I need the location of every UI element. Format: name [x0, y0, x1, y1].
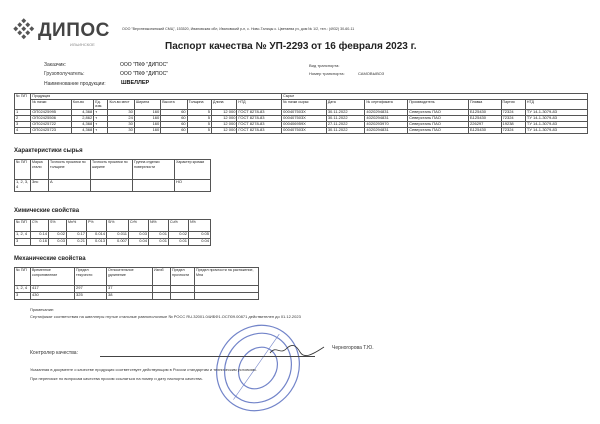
table-cell	[195, 286, 259, 293]
table-cell: 4020294831	[365, 127, 408, 133]
table-cell: 4020294831	[365, 109, 408, 115]
table-cell: 2	[15, 115, 31, 121]
col-group-product: Продукция	[31, 94, 282, 100]
col-header: Марка стали	[31, 160, 49, 180]
table-cell: Северсталь ПАО	[408, 109, 469, 115]
consignee-label: Грузополучатель:	[44, 71, 85, 77]
table-cell: т	[94, 109, 108, 115]
table-cell: 4020294831	[365, 115, 408, 121]
col-header: Изгиб	[153, 268, 171, 286]
table-cell: ТУ 14-1-3079-83	[525, 109, 587, 115]
page-title: Паспорт качества № УП-2293 от 16 февраля 2023 г.	[165, 41, 417, 52]
table-cell: 27.11.2022	[326, 121, 365, 127]
table-cell: ОП02425722	[31, 121, 72, 127]
table-cell: 1, 2, 4	[15, 232, 31, 239]
table-cell: 60	[161, 115, 187, 121]
logo-sub: ИЛЬИНСКОЕ	[70, 42, 95, 47]
col-header: Предел прочности на растяжение, Мпа	[195, 268, 259, 286]
col-header: S%	[49, 220, 67, 232]
chem-table	[14, 219, 211, 246]
table-cell: 0.21	[67, 239, 87, 246]
table-cell: 72324	[501, 115, 525, 121]
table-cell: 3	[15, 121, 31, 127]
table-cell: 5	[187, 121, 211, 127]
table-cell: 12 000	[212, 109, 237, 115]
col-header: Cr%	[129, 220, 149, 232]
table-cell: 3	[15, 239, 31, 246]
table-cell: 0.16	[31, 239, 49, 246]
logo-name: ДИПОС	[38, 20, 110, 41]
table-cell: 5	[187, 109, 211, 115]
note-text: Сертификат соответствия на швеллеры гнутые стальные равнополочные № РОСС RU.32001.04ИБФ1.ОСП09.00871 действителен до 01.12.2023	[30, 314, 301, 319]
table-cell: Северсталь ПАО	[408, 127, 469, 133]
organization-info: ООО "Верхнеяжзнинский СМЦ", 153520, Ивановская обл, Ивановский р-н, с. Ново-Талицы с. Цветаева уч, дом № 1/2, тел.: (4932) 30-60-11	[122, 27, 355, 31]
transport-no-value: САМОВЫВОЗ	[358, 71, 385, 76]
table-cell: 417	[31, 286, 75, 293]
col-header: № П/П	[15, 160, 31, 180]
table-cell	[133, 180, 175, 192]
main-table	[14, 93, 588, 134]
table-cell: 430	[31, 293, 75, 300]
table-cell: 325	[75, 293, 107, 300]
transport-type-label: Вид транспорта:	[309, 63, 340, 68]
table-cell: 30.11.2022	[326, 115, 365, 121]
signature-icon	[268, 343, 328, 357]
table-cell: Б125430	[469, 127, 502, 133]
col-header: НТД	[525, 99, 587, 109]
table-cell: 000406959X	[282, 121, 327, 127]
col-header: Производитель	[408, 99, 469, 109]
col-header: C%	[31, 220, 49, 232]
note-label: Примечание:	[30, 307, 55, 312]
table-cell: ТУ 14-1-3079-83	[525, 115, 587, 121]
table-cell: 160	[134, 127, 160, 133]
table-cell: 0.014	[87, 232, 107, 239]
col-header: Ni%	[149, 220, 169, 232]
col-header: Предел прочности	[171, 268, 195, 286]
mech-table	[14, 267, 259, 300]
table-cell: 0.011	[107, 232, 129, 239]
col-header: № пачки	[31, 99, 72, 109]
table-cell: 297	[75, 286, 107, 293]
table-cell: 4,368	[71, 121, 93, 127]
col-header: Mn%	[67, 220, 87, 232]
table-cell: 0.03	[129, 232, 149, 239]
col-header: Ед. изм.	[94, 99, 108, 109]
table-cell: 0.14	[31, 232, 49, 239]
col-header: № сертификата	[365, 99, 408, 109]
col-header: Cu%	[169, 220, 189, 232]
table-cell: 1	[15, 109, 31, 115]
col-header: P%	[87, 220, 107, 232]
col-header: Толщина	[187, 99, 211, 109]
table-cell: 0.02	[49, 232, 67, 239]
table-cell: 30	[108, 121, 134, 127]
table-cell: 3пс	[31, 180, 49, 192]
control-label: Контролер качества:	[30, 350, 78, 356]
table-cell: Северсталь ПАО	[408, 121, 469, 127]
table-cell: 0.01	[149, 239, 169, 246]
table-cell: 0.17	[67, 232, 87, 239]
product-label: Наименование продукции:	[44, 81, 106, 87]
col-header: Группа отделки поверхности	[133, 160, 175, 180]
table-cell: 38	[107, 293, 153, 300]
table-cell: 72324	[501, 127, 525, 133]
table-cell: 60	[161, 109, 187, 115]
table-cell: 72324	[501, 109, 525, 115]
table-cell: 60	[161, 121, 187, 127]
footer-line-2: При переписке по вопросам качества просим ссылаться на номер и дату паспорта качества.	[30, 376, 203, 381]
table-cell: ГОСТ 8278-83	[237, 115, 282, 121]
footer-line-1: Указанная в документе о качестве продукция соответствует действующим в России стандартам и техническим условиям.	[30, 367, 257, 372]
table-cell: Б125430	[469, 109, 502, 115]
table-cell: 0.01	[149, 232, 169, 239]
table-cell: 0.04	[129, 239, 149, 246]
table-cell: т	[94, 127, 108, 133]
product-value: ШВЕЛЛЕР	[121, 80, 150, 86]
table-cell: 160	[134, 121, 160, 127]
table-cell: 1, 2, 3, 4	[15, 180, 31, 192]
table-cell: 4,368	[71, 127, 93, 133]
table-cell: 160	[134, 115, 160, 121]
col-header: Кол-во	[71, 99, 93, 109]
col-header: № П/П	[15, 220, 31, 232]
table-cell: ГОСТ 8278-83	[237, 109, 282, 115]
table-cell: ОП02425723	[31, 127, 72, 133]
table-cell: 19238	[501, 121, 525, 127]
table-cell	[153, 286, 171, 293]
col-header: Временное сопротивление	[31, 268, 75, 286]
col-header: Относительное удлинение	[107, 268, 153, 286]
table-cell: 0.03	[49, 239, 67, 246]
col-header-no: № П/П	[15, 94, 31, 110]
table-cell: 160	[134, 109, 160, 115]
mech-title: Механические свойства	[14, 256, 86, 262]
col-header: Плавка	[469, 99, 502, 109]
table-cell: 30	[108, 109, 134, 115]
col-header: Характер кромки	[175, 160, 211, 180]
table-cell	[171, 293, 195, 300]
table-cell: ОП02425995	[31, 109, 72, 115]
table-cell: 226297	[469, 121, 502, 127]
table-cell: 0.013	[87, 239, 107, 246]
table-cell: ГОСТ 8278-83	[237, 121, 282, 127]
col-header: Партия	[501, 99, 525, 109]
table-cell: 60	[161, 127, 187, 133]
table-cell: ОП02425506	[31, 115, 72, 121]
logo	[12, 16, 112, 56]
col-header: № пачки сырья	[282, 99, 327, 109]
col-header: Предел текучести	[75, 268, 107, 286]
table-cell	[153, 293, 171, 300]
customer-value: ООО "ПКФ "ДИПОС"	[120, 62, 168, 68]
table-cell: 30	[108, 127, 134, 133]
col-header: Дата	[326, 99, 365, 109]
table-cell: 12 000	[212, 127, 237, 133]
table-cell: ТУ 14-1-3079-83	[525, 121, 587, 127]
col-group-raw: Сырье	[282, 94, 588, 100]
table-cell: 5	[187, 127, 211, 133]
table-cell: 000407503X	[282, 127, 327, 133]
col-header: Длина	[212, 99, 237, 109]
table-cell: 1, 2, 4	[15, 286, 31, 293]
col-header: НТД	[237, 99, 282, 109]
table-cell: 3	[15, 293, 31, 300]
table-cell: Северсталь ПАО	[408, 115, 469, 121]
table-cell: 24	[108, 115, 134, 121]
consignee-value: ООО "ПКФ "ДИПОС"	[120, 71, 168, 77]
table-row	[15, 127, 588, 133]
table-cell: НО	[175, 180, 211, 192]
table-cell: А	[49, 180, 91, 192]
table-row	[15, 239, 211, 246]
table-cell: 30.11.2022	[326, 109, 365, 115]
transport-no-label: Номер транспорта:	[309, 71, 345, 76]
table-cell: т	[94, 115, 108, 121]
col-header: Ширина	[134, 99, 160, 109]
col-header: № П/П	[15, 268, 31, 286]
table-cell: 30.11.2022	[326, 127, 365, 133]
table-cell: 5	[187, 115, 211, 121]
col-header: Точность прокатки по ширине	[91, 160, 133, 180]
table-cell: ГОСТ 8278-83	[237, 127, 282, 133]
raw-chars-title: Характеристики сырья	[14, 148, 83, 154]
table-cell: 4,368	[71, 109, 93, 115]
control-name: Черногорова Т.Ю.	[332, 345, 374, 351]
col-header: N%	[189, 220, 211, 232]
raw-chars-table	[14, 159, 211, 192]
table-cell: 000407503X	[282, 115, 327, 121]
table-cell	[195, 293, 259, 300]
col-header: Точность прокатки по толщине	[49, 160, 91, 180]
logo-diamond-icon	[12, 18, 36, 42]
table-row	[15, 232, 211, 239]
table-cell: 0.05	[189, 232, 211, 239]
table-cell: 37	[107, 286, 153, 293]
table-cell: 4020293970	[365, 121, 408, 127]
table-cell: Б125430	[469, 115, 502, 121]
table-row	[15, 293, 259, 300]
table-cell: 0.02	[169, 232, 189, 239]
table-cell: 0.01	[169, 239, 189, 246]
table-cell	[91, 180, 133, 192]
table-cell: 000407503X	[282, 109, 327, 115]
table-cell: 2,862	[71, 115, 93, 121]
table-row	[15, 286, 259, 293]
table-cell: 12 000	[212, 121, 237, 127]
col-header: Кол-во мест	[108, 99, 134, 109]
table-cell: 12 000	[212, 115, 237, 121]
table-cell: 0.007	[107, 239, 129, 246]
table-cell	[171, 286, 195, 293]
table-cell: т	[94, 121, 108, 127]
col-header: Si%	[107, 220, 129, 232]
table-cell: ТУ 14-1-3079-83	[525, 127, 587, 133]
table-cell: 0.04	[189, 239, 211, 246]
customer-label: Заказчик:	[44, 62, 66, 68]
chem-title: Химические свойства	[14, 208, 80, 214]
table-cell: 4	[15, 127, 31, 133]
col-header: Высота	[161, 99, 187, 109]
